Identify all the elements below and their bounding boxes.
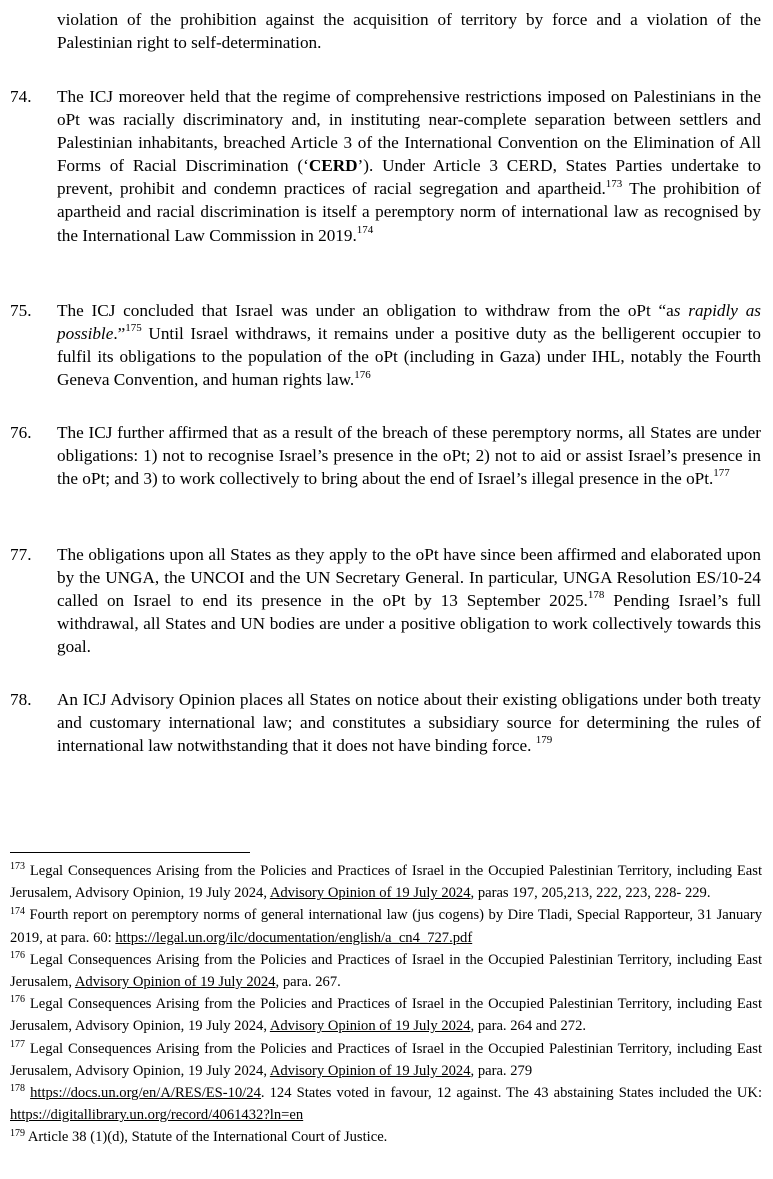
footnotes-section (10, 860, 762, 1149)
paragraph-text (57, 299, 761, 391)
paragraph-text (57, 85, 761, 247)
text-run: An ICJ Advisory Opinion places all States on notice about their existing obligations under both treaty and customary international law; and constitutes a subsidiary source for determining the rules of international law notwithstanding that it does not have binding force. (57, 690, 761, 756)
text-run: The ICJ further affirmed that as a result of the breach of these peremptory norms, all States are under obligations: 1) not to recognise Israel’s presence in the oPt; 2) not to aid or assist Israel’s presence in the oPt; and 3) to work collectively to bring about the end of Israel’s illegal presence in the oPt. (57, 423, 761, 489)
text-run: The ICJ concluded that Israel was under an obligation to withdraw from the oPt “a (57, 301, 674, 320)
reference-link[interactable]: Advisory Opinion of 19 July 2024 (269, 1018, 471, 1035)
reference-link[interactable]: https://legal.un.org/ilc/documentation/english/a_cn4_727.pdf (115, 929, 473, 946)
footnote (10, 904, 762, 948)
footnote-ref: 179 (535, 734, 553, 747)
footnote (10, 1126, 762, 1148)
footnote-ref: 174 (10, 905, 25, 917)
reference-link[interactable]: Advisory Opinion of 19 July 2024 (269, 885, 471, 902)
text-run: The obligations upon all States as they apply to the oPt have since been affirmed and elaborated upon by the UNGA, the UNCOI and the UN Secretary General. In particular, UNGA Resolution ES/10-24 called on Israel to end its presence in the oPt by 13 September 2025. (57, 545, 761, 611)
footnote-ref: 178 (587, 589, 605, 602)
text-run: , para. 264 and 272. (470, 1018, 587, 1035)
text-run: ’). Under Article 3 CERD, States Parties undertake to prevent, prohibit and condemn practices of racial segregation and apartheid. (57, 156, 761, 199)
footnote-ref: 177 (713, 467, 730, 480)
reference-link[interactable]: Advisory Opinion of 19 July 2024 (269, 1062, 471, 1079)
text-run: Legal Consequences Arising from the Policies and Practices of Israel in the Occupied Palestinian Territory, including East Jerusalem, Advisory Opinion, 19 July 2024, (10, 863, 762, 902)
text-run: , para. 267. (275, 974, 341, 991)
text-run: .” (113, 324, 126, 344)
paragraph-number: 77. (10, 545, 32, 564)
footnote-ref: 173 (10, 861, 25, 873)
paragraph-number: 78. (10, 690, 32, 709)
reference-link[interactable]: https://docs.un.org/en/A/RES/ES-10/24 (30, 1085, 261, 1102)
text-run: The ICJ moreover held that the regime of comprehensive restrictions imposed on Palestinians in the oPt was racially discriminatory and, in instituting near-complete separation between settlers and Palestinian inhabitants, breached Article 3 of the International Convention on the Elimination of All Forms of Racial Discrimination (‘ (57, 87, 761, 176)
paragraph-text (57, 688, 761, 757)
italic-quote: s rapidly as possible (57, 301, 761, 344)
footnote (10, 1082, 762, 1126)
reference-link[interactable]: Advisory Opinion of 19 July 2024 (74, 974, 276, 991)
footnote (10, 993, 762, 1037)
paragraph-number: 76. (10, 423, 32, 442)
text-run: Legal Consequences Arising from the Policies and Practices of Israel in the Occupied Palestinian Territory, including East Jerusalem, Advisory Opinion, 19 July 2024, (10, 1040, 762, 1079)
footnote-ref: 175 (125, 322, 142, 335)
text-run: . 124 States voted in favour, 12 against. The 43 abstaining States included the UK: (260, 1085, 763, 1102)
text-run: Legal Consequences Arising from the Policies and Practices of Israel in the Occupied Palestinian Territory, including East Jerusalem, (10, 951, 762, 991)
footnote-ref: 178 (10, 1083, 25, 1095)
text-run: , para. 279 (470, 1062, 533, 1079)
intro-paragraph-text: violation of the prohibition against the acquisition of territory by force and a violation of the Palestinian right to self-determination. (57, 10, 761, 53)
footnote-ref: 173 (605, 177, 623, 190)
footnote (10, 949, 762, 993)
text-run: , paras 197, 205,213, 222, 223, 228- 229. (470, 885, 711, 902)
footnote-ref: 174 (356, 223, 374, 236)
text-run: Legal Consequences Arising from the Policies and Practices of Israel in the Occupied Palestinian Territory, including East Jerusalem, Advisory Opinion, 19 July 2024, (10, 996, 762, 1035)
footnote-separator (10, 852, 250, 853)
paragraph-number: 74. (10, 87, 32, 106)
text-run: Article 38 (1)(d), Statute of the International Court of Justice. (25, 1129, 388, 1146)
footnote-ref: 176 (10, 994, 25, 1006)
text-run: The prohibition of apartheid and racial discrimination is itself a peremptory norm of international law as recognised by the International Law Commission in 2019. (57, 179, 761, 245)
footnote-ref: 177 (10, 1038, 25, 1050)
reference-link[interactable]: https://digitallibrary.un.org/record/4061432?ln=en (10, 1107, 304, 1124)
text-run: Fourth report on peremptory norms of general international law (jus cogens) by Dire Tladi, Special Rapporteur, 31 January 2019, at para. 60: (10, 907, 762, 946)
paragraph-text (57, 543, 761, 658)
footnote (10, 860, 762, 904)
text-run: Pending Israel’s full withdrawal, all States and UN bodies are under a positive obligation to work collectively towards this goal. (57, 591, 761, 657)
footnote-ref: 176 (10, 949, 25, 961)
footnote (10, 1038, 762, 1082)
text-run: Until Israel withdraws, it remains under a positive duty as the belligerent occupier to fulfil its obligations to the population of the oPt (including in Gaza) under IHL, notably the Fourth Geneva Convention, and human rights law. (57, 324, 761, 390)
footnote-ref: 176 (354, 368, 371, 381)
footnote-ref: 179 (10, 1127, 25, 1139)
bold-term: CERD (308, 156, 358, 176)
paragraph-number: 75. (10, 301, 32, 320)
paragraph-text (57, 421, 761, 490)
